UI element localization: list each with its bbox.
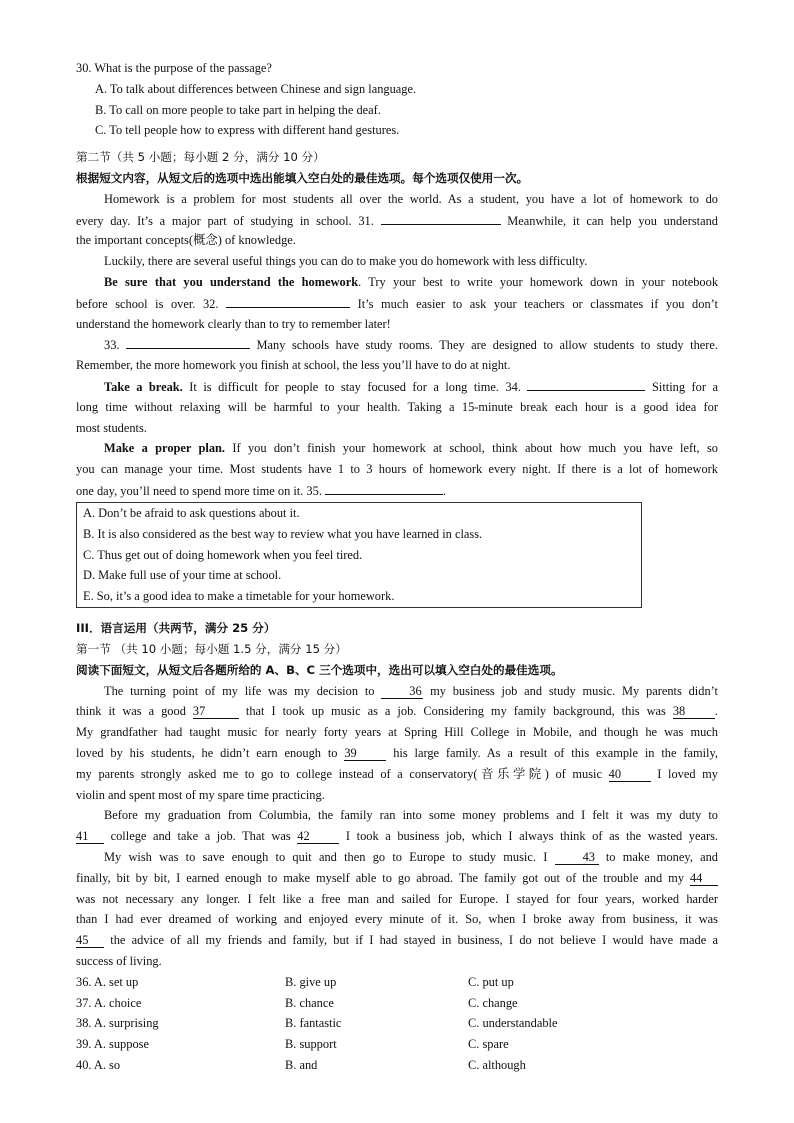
- cloze-line: My wish was to save enough to quit and then go to Europe to study music. I 43 to make money, and: [104, 849, 718, 864]
- blank-43[interactable]: 43: [555, 850, 599, 865]
- part3-instruction: 阅读下面短文，从短文后各题所给的 A、B、C 三个选项中，选出可以填入空白处的最佳选项。: [76, 662, 563, 677]
- choice-39-b[interactable]: B. support: [285, 1037, 337, 1052]
- part2-paragraph-line: Take a break. It is difficult for people to stay focused for a long time. 34. Sitting for a: [76, 376, 718, 397]
- choice-row-40: [76, 1055, 718, 1076]
- choice-40-b[interactable]: B. and: [285, 1057, 318, 1072]
- part2-paragraph-line: most students.: [76, 420, 147, 435]
- choice-36-c[interactable]: C. put up: [468, 974, 514, 989]
- blank-33[interactable]: [126, 334, 250, 349]
- cloze-line: loved by his students, he didn’t earn enough to 39 his large family. As a result of this example in the family,: [76, 745, 718, 760]
- cloze-line: Before my graduation from Columbia, the family ran into some money problems and I felt it was my duty to: [104, 808, 718, 823]
- blank-31[interactable]: [381, 210, 501, 225]
- cloze-line: My grandfather had taught music for nearly forty years at Spring Hill College in Mobile, and though he was much: [76, 725, 718, 740]
- choice-38-a[interactable]: 38. A. surprising: [76, 1016, 159, 1031]
- choice-37-c[interactable]: C. change: [468, 995, 518, 1010]
- cloze-line: success of living.: [76, 953, 162, 968]
- blank-38[interactable]: 38: [673, 704, 715, 719]
- blank-39[interactable]: 39: [344, 746, 386, 761]
- part2-option-a: A. Don’t be afraid to ask questions about it.: [83, 505, 300, 520]
- part2-paragraph-line: Remember, the more homework you finish at school, the less you’ll have to do at night.: [76, 358, 511, 373]
- part3-sub-header: 第一节 （共 10 小题；每小题 1.5 分，满分 15 分）: [76, 641, 347, 656]
- part2-paragraph-line: 33. Many schools have study rooms. They are designed to allow students to study there.: [76, 334, 718, 355]
- cloze-line: The turning point of my life was my decision to 36 my business job and study music. My parents didn’t: [104, 683, 718, 698]
- blank-34[interactable]: [527, 376, 645, 391]
- question-30-stem: 30. What is the purpose of the passage?: [76, 61, 272, 75]
- choice-40-c[interactable]: C. although: [468, 1057, 526, 1072]
- part2-paragraph-line: Be sure that you understand the homework. Try your best to write your homework down in your notebook: [104, 274, 719, 289]
- cloze-line: finally, bit by bit, I earned enough to make myself able to go abroad. The family got out of the trouble and my 44: [76, 868, 718, 889]
- part2-paragraph-line: you can manage your time. Most students have 1 to 3 hours of homework every night. If there is a lot of homework: [76, 462, 718, 477]
- blank-35[interactable]: [325, 480, 443, 495]
- part2-paragraph-line: long time without relaxing will be harmful to your health. Taking a 15-minute break each hour is a good idea for: [76, 399, 718, 414]
- cloze-line: my parents strongly asked me to go to college instead of a conservatory(音乐学院) of music 40 I loved my: [76, 766, 718, 781]
- choice-row-38: [76, 1013, 718, 1034]
- part2-instruction: 根据短文内容，从短文后的选项中选出能填入空白处的最佳选项。每个选项仅使用一次。: [76, 170, 529, 185]
- choice-39-a[interactable]: 39. A. suppose: [76, 1037, 149, 1052]
- choice-39-c[interactable]: C. spare: [468, 1037, 509, 1052]
- part2-paragraph-line: the important concepts(概念) of knowledge.: [76, 233, 296, 248]
- part2-option-b: B. It is also considered as the best way to review what you have learned in class.: [83, 526, 483, 541]
- choice-37-b[interactable]: B. chance: [285, 995, 334, 1010]
- choice-38-c[interactable]: C. understandable: [468, 1016, 558, 1031]
- choice-38-b[interactable]: B. fantastic: [285, 1016, 342, 1031]
- cloze-line: than I had ever dreamed of working and enjoyed every minute of it. So, when I broke away from business, it was: [76, 912, 718, 927]
- question-30-option-b: B. To call on more people to take part in helping the deaf.: [95, 102, 381, 117]
- blank-37[interactable]: 37: [193, 704, 239, 719]
- question-30-option-c: C. To tell people how to express with different hand gestures.: [95, 123, 400, 138]
- blank-42[interactable]: 42: [297, 829, 339, 844]
- part2-options-box: [76, 502, 642, 608]
- blank-44[interactable]: 44: [690, 871, 718, 886]
- part2-paragraph-line: one day, you’ll need to spend more time on it. 35. .: [76, 480, 718, 501]
- choice-40-a[interactable]: 40. A. so: [76, 1057, 121, 1072]
- question-30-option-a: A. To talk about differences between Chinese and sign language.: [95, 81, 417, 96]
- part2-option-c: C. Thus get out of doing homework when you feel tired.: [83, 547, 363, 562]
- blank-41[interactable]: 41: [76, 829, 104, 844]
- part2-option-d: D. Make full use of your time at school.: [83, 568, 282, 583]
- cloze-line: 41 college and take a job. That was 42 I took a business job, which I always think of as the wasted years.: [76, 829, 718, 844]
- part2-option-e: E. So, it’s a good idea to make a timetable for your homework.: [83, 589, 395, 604]
- part2-paragraph-line: before school is over. 32. It’s much easier to ask your teachers or classmates if you don’t: [76, 293, 718, 314]
- part2-paragraph-line: every day. It’s a major part of studying in school. 31. Meanwhile, it can help you understand: [76, 210, 718, 231]
- part2-header: 第二节（共 5 小题；每小题 2 分，满分 10 分）: [76, 150, 325, 165]
- choice-36-b[interactable]: B. give up: [285, 974, 337, 989]
- blank-36[interactable]: 36: [381, 684, 423, 699]
- cloze-line: 45 the advice of all my friends and family, but if I had stayed in business, I do not believe I would have made a: [76, 933, 718, 948]
- choice-37-a[interactable]: 37. A. choice: [76, 995, 142, 1010]
- part2-paragraph-line: Homework is a problem for most students all over the world. As a student, you have a lot of homework to do: [104, 191, 718, 206]
- part2-paragraph-line: Luckily, there are several useful things you can do to make you do homework with less difficulty.: [104, 254, 588, 269]
- part3-header: III．语言运用（共两节，满分 25 分）: [76, 621, 276, 636]
- choice-row-39: [76, 1034, 718, 1055]
- cloze-line: violin and spent most of my spare time practicing.: [76, 787, 325, 802]
- cloze-line: was not necessary any longer. I felt like a free man and sailed for Europe. I stayed for four years, worked harder: [76, 891, 718, 906]
- choice-row-37: [76, 993, 718, 1014]
- part2-paragraph-line: Make a proper plan. If you don’t finish your homework at school, think about how much you have left, so: [104, 441, 718, 456]
- part2-paragraph-line: understand the homework clearly than to try to remember later!: [76, 316, 391, 331]
- exam-page: [76, 58, 718, 1076]
- blank-45[interactable]: 45: [76, 933, 104, 948]
- blank-32[interactable]: [226, 293, 350, 308]
- choice-36-a[interactable]: 36. A. set up: [76, 974, 139, 989]
- choice-row-36: [76, 972, 718, 993]
- blank-40[interactable]: 40: [609, 767, 651, 782]
- cloze-line: think it was a good 37 that I took up music as a job. Considering my family background, this was 38 .: [76, 704, 718, 719]
